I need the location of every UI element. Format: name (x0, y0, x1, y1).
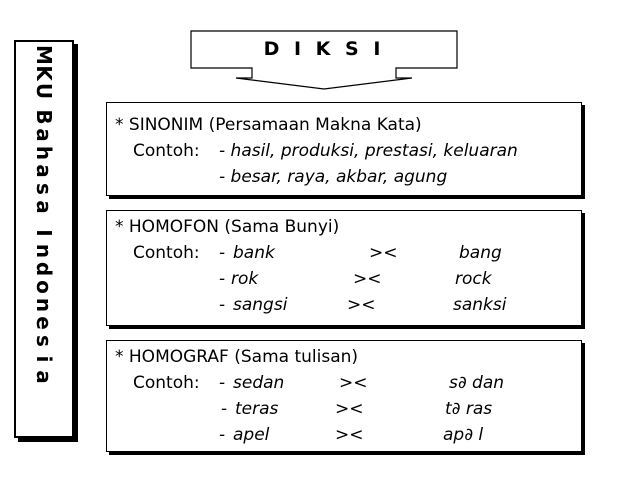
banner-letter: a (32, 370, 56, 384)
header-arrow (190, 30, 458, 90)
banner-letter: s (32, 335, 56, 347)
homograf-contoh-label: Contoh: (133, 373, 200, 393)
side-banner (14, 40, 74, 438)
homofon-left-word: rok (231, 269, 259, 289)
homofon-dash: - (219, 243, 226, 263)
homograf-box (106, 340, 582, 452)
banner-letter: a (32, 200, 56, 214)
homofon-operator: >< (369, 243, 398, 263)
homograf-operator: >< (335, 425, 364, 445)
homofon-dash: - (219, 295, 226, 315)
homofon-right-word: rock (455, 269, 492, 289)
homograf-operator: >< (335, 399, 364, 419)
banner-letter: h (32, 145, 56, 161)
homograf-heading: * HOMOGRAF (Sama tulisan) (115, 347, 359, 367)
homofon-left-word: bank (233, 243, 275, 263)
homograf-left-word: sedan (233, 373, 285, 393)
banner-letter: n (32, 243, 56, 259)
banner-letter: n (32, 297, 56, 313)
page-title: D I K S I (263, 38, 385, 60)
sinonim-heading: * SINONIM (Persamaan Makna Kata) (115, 115, 422, 135)
banner-letter: o (32, 280, 56, 294)
banner-letter: K (32, 65, 56, 81)
homograf-right-word: t∂ ras (445, 399, 493, 419)
sinonim-box (106, 102, 582, 196)
sinonim-example-2: - besar, raya, akbar, agung (219, 167, 448, 187)
homofon-contoh-label: Contoh: (133, 243, 200, 263)
homofon-heading: * HOMOFON (Sama Bunyi) (115, 217, 340, 237)
banner-letter: e (32, 316, 56, 330)
homofon-operator: >< (347, 295, 376, 315)
homofon-left-word: sangsi (233, 295, 288, 315)
homofon-operator: >< (353, 269, 382, 289)
banner-letter: M (32, 45, 56, 65)
homograf-operator: >< (339, 373, 368, 393)
homograf-dash: - (219, 373, 226, 393)
homofon-box (106, 210, 582, 326)
sinonim-example-1: - hasil, produksi, prestasi, keluaran (219, 141, 518, 161)
homofon-dash: - (219, 269, 226, 289)
banner-letter: d (32, 261, 56, 277)
banner-letter: a (32, 164, 56, 178)
homograf-dash: - (221, 399, 228, 419)
homograf-right-word: s∂ dan (449, 373, 505, 393)
banner-letter: B (32, 109, 56, 125)
banner-letter: I (32, 229, 56, 237)
banner-letter: a (32, 128, 56, 142)
homograf-right-word: ap∂ l (443, 425, 484, 445)
banner-letter: U (32, 82, 56, 100)
homograf-left-word: teras (235, 399, 279, 419)
homofon-right-word: bang (459, 243, 502, 263)
banner-letter: s (32, 183, 56, 195)
homofon-right-word: sanksi (453, 295, 507, 315)
banner-letter: i (32, 355, 56, 363)
homograf-dash: - (219, 425, 226, 445)
sinonim-contoh-label: Contoh: (133, 141, 200, 161)
homograf-left-word: apel (233, 425, 270, 445)
